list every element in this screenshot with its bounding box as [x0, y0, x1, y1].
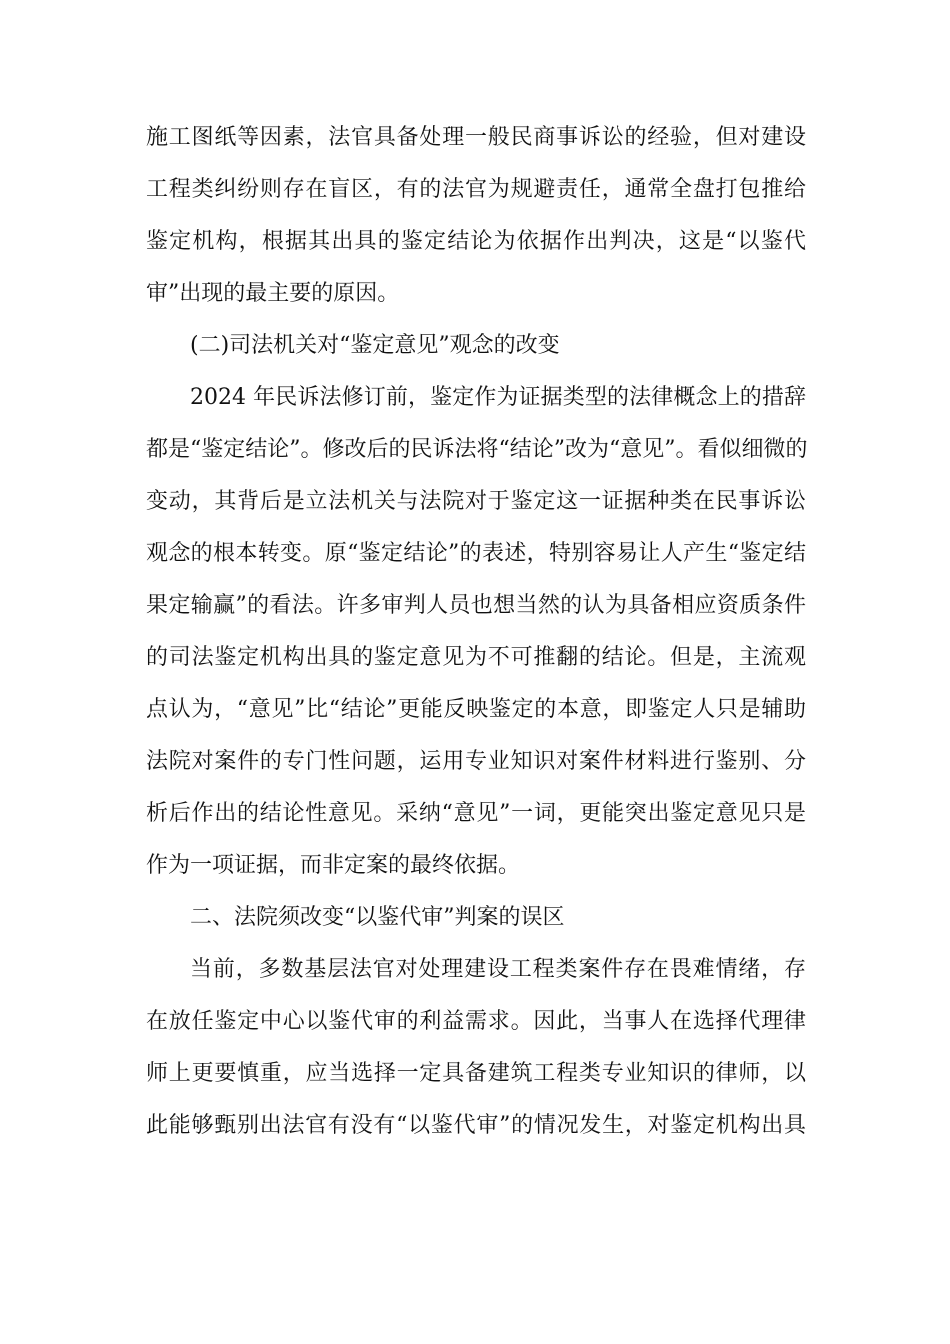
paragraph-line: 施工图纸等因素，法官具备处理一般民商事诉讼的经验，但对建设	[146, 125, 806, 150]
section-heading: (二)司法机关对“鉴定意见”观念的改变	[190, 333, 560, 358]
paragraph-line: 观念的根本转变。原“鉴定结论”的表述，特别容易让人产生“鉴定结	[146, 541, 806, 566]
paragraph-line: 作为一项证据，而非定案的最终依据。	[146, 853, 521, 878]
paragraph-line: 当前，多数基层法官对处理建设工程类案件存在畏难情绪，存	[190, 957, 806, 982]
paragraph-line: 都是“鉴定结论”。修改后的民诉法将“结论”改为“意见”。看似细微的	[146, 437, 808, 462]
paragraph-line: 工程类纠纷则存在盲区，有的法官为规避责任，通常全盘打包推给	[146, 177, 806, 202]
paragraph-line: 师上更要慎重，应当选择一定具备建筑工程类专业知识的律师，以	[146, 1061, 806, 1086]
section-heading: 二、法院须改变“以鉴代审”判案的误区	[190, 905, 565, 930]
paragraph-line: 2024 年民诉法修订前，鉴定作为证据类型的法律概念上的措辞	[190, 385, 806, 410]
document-body	[146, 112, 806, 1152]
paragraph-line: 点认为，“意见”比“结论”更能反映鉴定的本意，即鉴定人只是辅助	[146, 697, 806, 722]
paragraph-line: 在放任鉴定中心以鉴代审的利益需求。因此，当事人在选择代理律	[146, 1009, 806, 1034]
paragraph-line: 析后作出的结论性意见。采纳“意见”一词，更能突出鉴定意见只是	[146, 801, 806, 826]
paragraph-line: 法院对案件的专门性问题，运用专业知识对案件材料进行鉴别、分	[146, 749, 806, 774]
paragraph-line: 此能够甄别出法官有没有“以鉴代审”的情况发生，对鉴定机构出具	[146, 1113, 806, 1138]
paragraph-line: 的司法鉴定机构出具的鉴定意见为不可推翻的结论。但是，主流观	[146, 645, 806, 670]
paragraph-line: 果定输赢”的看法。许多审判人员也想当然的认为具备相应资质条件	[146, 593, 806, 618]
paragraph-line: 鉴定机构，根据其出具的鉴定结论为依据作出判决，这是“以鉴代	[146, 229, 806, 254]
paragraph-line: 审”出现的最主要的原因。	[146, 281, 400, 306]
paragraph-line: 变动，其背后是立法机关与法院对于鉴定这一证据种类在民事诉讼	[146, 489, 806, 514]
